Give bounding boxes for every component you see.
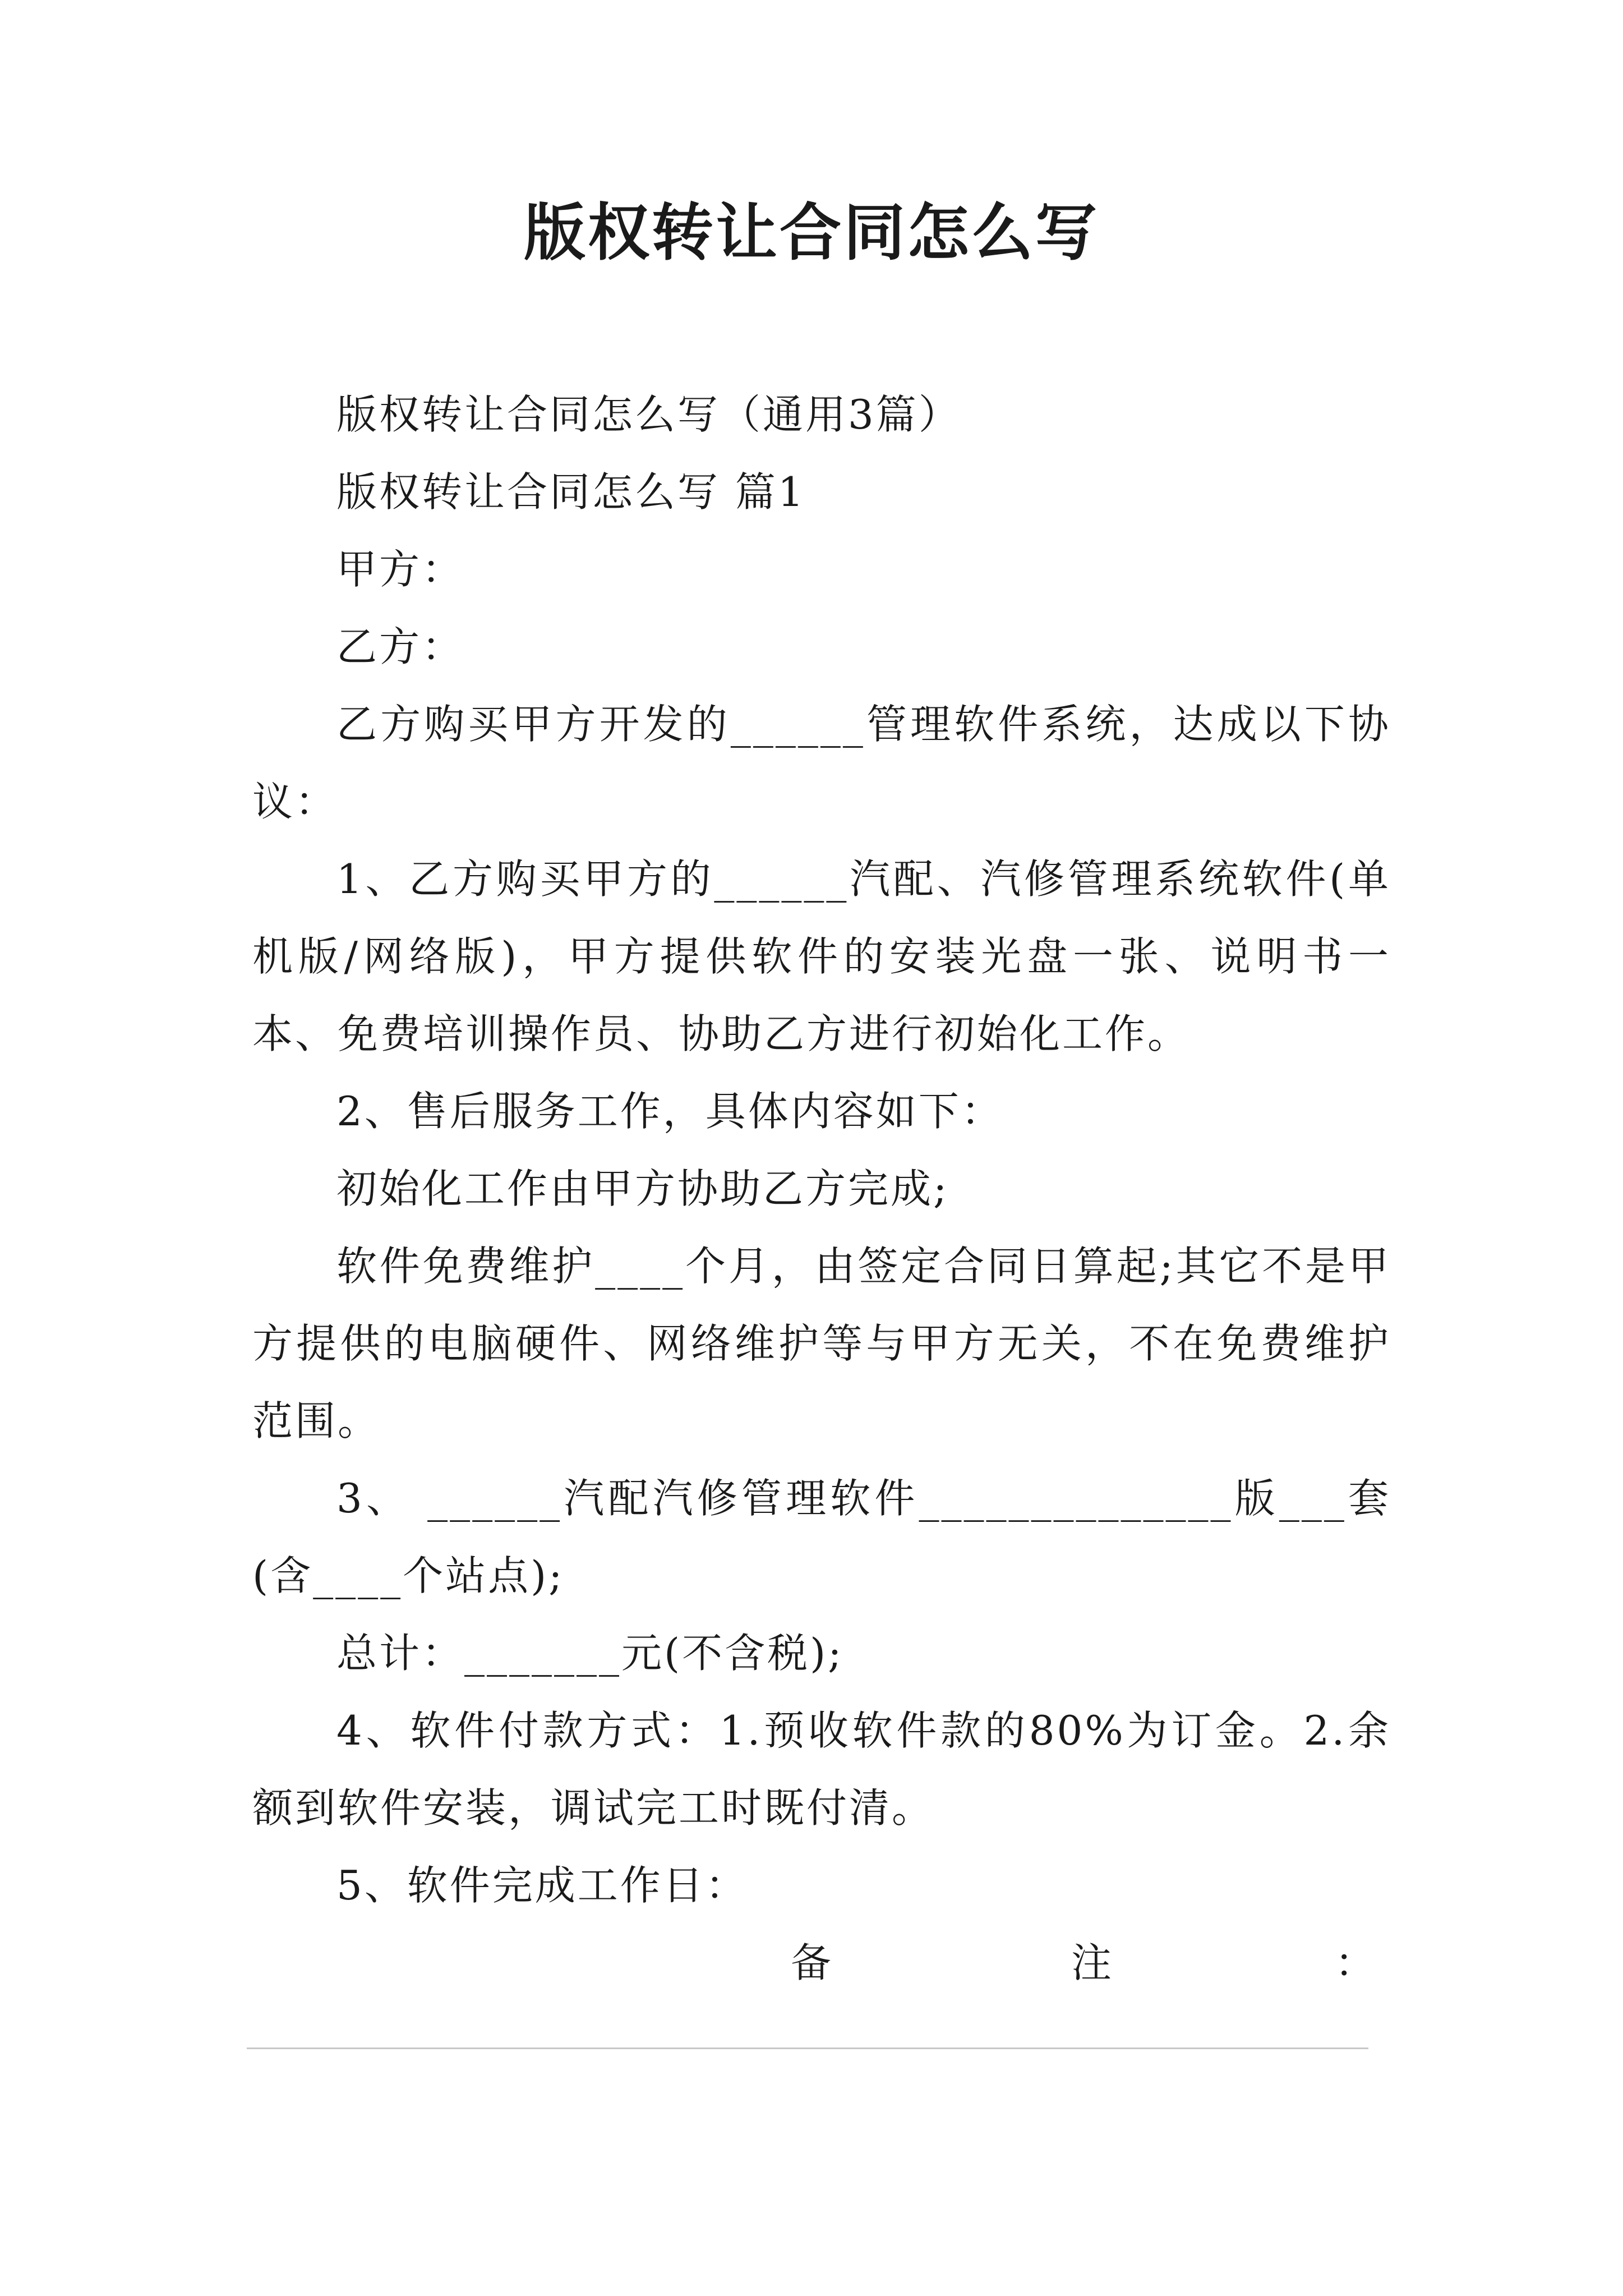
paragraph-subtitle: 版权转让合同怎么写（通用3篇） bbox=[336, 391, 961, 438]
remark-line bbox=[252, 1924, 1391, 2001]
paragraph-party-b: 乙方： bbox=[336, 623, 465, 670]
paragraph-clause-5: 5、软件完成工作日： bbox=[336, 1862, 748, 1909]
remark-underline bbox=[247, 2047, 1368, 2049]
paragraph-agreement-intro: 乙方购买甲方开发的______管理软件系统，达成以下协议： bbox=[252, 701, 1391, 825]
paragraph-clause-2: 2、售后服务工作，具体内容如下： bbox=[336, 1088, 1004, 1135]
remark-char-2: 注 bbox=[1071, 1939, 1112, 1986]
remark-char-1: 备 bbox=[791, 1939, 832, 1986]
paragraph-clause-4: 4、软件付款方式：1.预收软件款的80%为订金。2.余额到软件安装，调试完工时既付清。 bbox=[252, 1707, 1391, 1832]
paragraph-party-a: 甲方： bbox=[336, 546, 465, 593]
paragraph-maintenance: 软件免费维护____个月，由签定合同日算起;其它不是甲方提供的电脑硬件、网络维护等与甲方无关，不在免费维护范围。 bbox=[252, 1243, 1391, 1444]
document-title: 版权转让合同怎么写 bbox=[524, 196, 1099, 269]
paragraph-clause-3: 3、 ______汽配汽修管理软件______________版___套(含____个站点); bbox=[252, 1475, 1391, 1599]
paragraph-clause-1: 1、乙方购买甲方的______汽配、汽修管理系统软件(单机版/网络版)，甲方提供软件的安装光盘一张、说明书一本、免费培训操作员、协助乙方进行初始化工作。 bbox=[252, 855, 1391, 1057]
document-body bbox=[252, 376, 1391, 2001]
remark-colon: ： bbox=[1335, 1939, 1376, 1986]
paragraph-section-heading: 版权转让合同怎么写 篇1 bbox=[336, 468, 806, 516]
paragraph-total: 总计：_______元(不含税); bbox=[336, 1630, 844, 1677]
paragraph-initialization: 初始化工作由甲方协助乙方完成; bbox=[336, 1165, 949, 1212]
